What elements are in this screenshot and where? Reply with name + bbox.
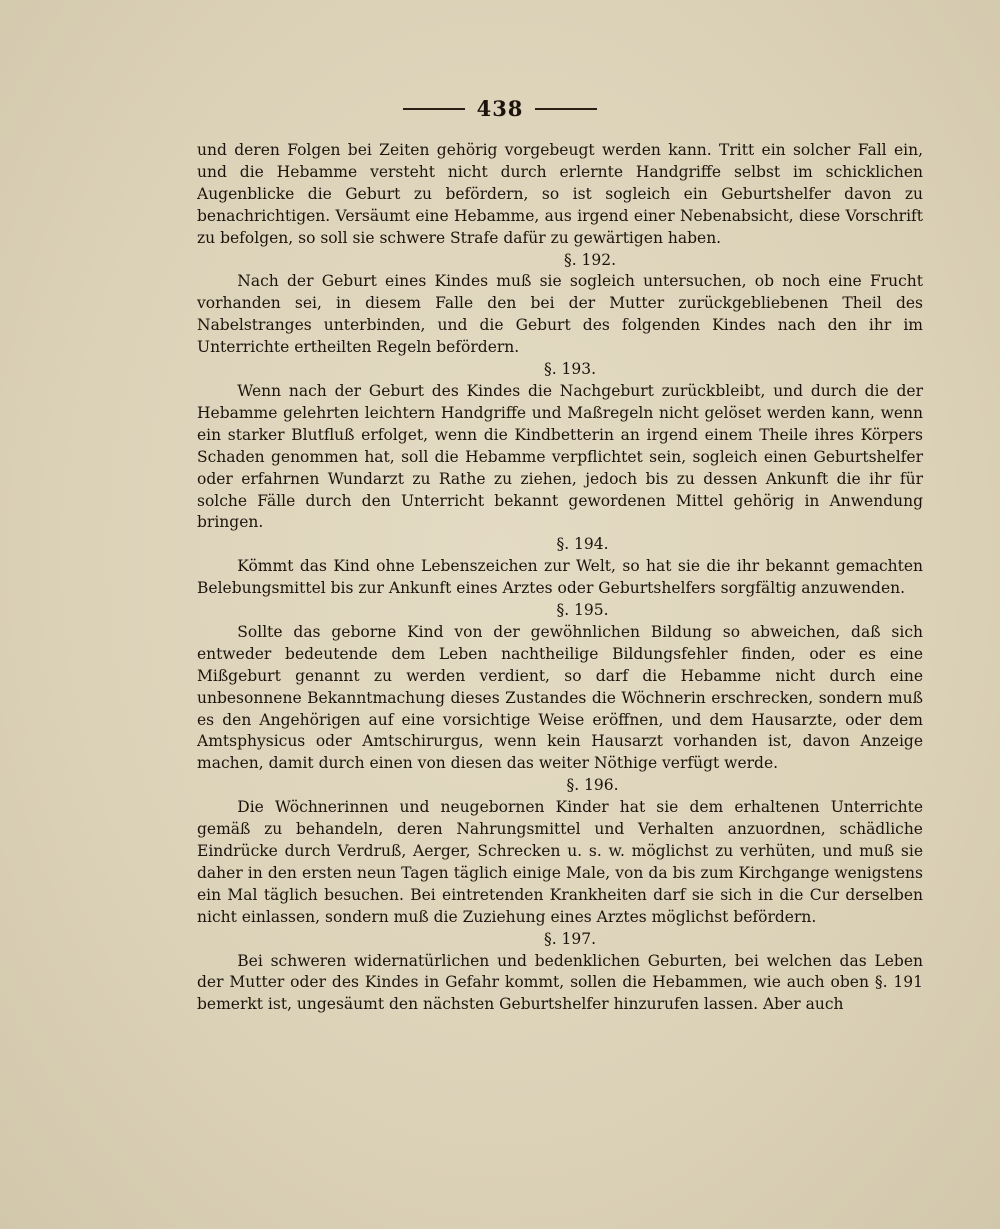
paragraph-193: Wenn nach der Geburt des Kindes die Nachgeburt zurückbleibt, und durch die der Hebamme gelehrten leichtern Handgriffe und Maßregeln nicht gelöset werden kann, wenn ein starker Blutfluß erfolget, wenn die Kindbetterin an irgend einem Theile ihres Körpers Schaden genommen hat, soll die Hebamme verpflichtet sein, sogleich einen Geburtshelfer oder erfahrnen Wundarzt zu Rathe zu ziehen, jedoch bis zu dessen Ankunft die ihr für solche Fälle durch den Unterricht bekannt gewordenen Mittel gehörig in Anwendung bringen. bbox=[197, 381, 923, 532]
section-heading-193: §. 193. bbox=[543, 360, 597, 379]
paragraph-195: Sollte das geborne Kind von der gewöhnlichen Bildung so abweichen, daß sich entweder bedeutende dem Leben nachtheilige Bildungsfehler finden, oder es eine Mißgeburt genannt zu werden verdient, so darf die Hebamme nicht durch eine unbesonnene Bekanntmachung dieses Zustandes die Wöchnerin erschrecken, sondern muß es den Angehörigen auf eine vorsichtige Weise eröffnen, und dem Hausarzte, oder dem Amtsphysicus oder Amtschirurgus, wenn kein Hausarzt vorhanden ist, davon Anzeige machen, damit durch einen von diesen das weiter Nöthige verfügt werde. bbox=[197, 622, 923, 773]
paragraph-197: Bei schweren widernatürlichen und bedenklichen Geburten, bei welchen das Leben der Mutter oder des Kindes in Gefahr kommt, sollen die Hebammen, wie auch oben §. 191 bemerkt ist, ungesäumt den nächsten Geburtshelfer hinzurufen lassen. Aber auch bbox=[197, 951, 923, 1014]
section-heading-195: §. 195. bbox=[556, 601, 609, 620]
right-rule bbox=[535, 108, 597, 110]
paragraph-192: Nach der Geburt eines Kindes muß sie sogleich untersuchen, ob noch eine Frucht vorhanden sei, in diesem Falle den bei der Mutter zurückgebliebenen Theil des Nabelstranges unterbinden, und die Geburt des folgenden Kindes nach den ihr im Unterrichte ertheilten Regeln befördern. bbox=[197, 272, 923, 357]
body-text bbox=[197, 140, 923, 1016]
section-heading-194: §. 194. bbox=[556, 535, 609, 554]
paragraph-194: Kömmt das Kind ohne Lebenszeichen zur Welt, so hat sie die ihr bekannt gemachten Belebungsmittel bis zur Ankunft eines Arztes oder Geburtshelfers sorgfältig anzuwenden. bbox=[197, 557, 923, 598]
page-number: 438 bbox=[476, 96, 524, 121]
paragraph-196: Die Wöchnerinnen und neugebornen Kinder hat sie dem erhaltenen Unterrichte gemäß zu behandeln, deren Nahrungsmittel und Verhalten anzuordnen, schädliche Eindrücke durch Verdruß, Aerger, Schrecken u. s. w. möglichst zu verhüten, und muß sie daher in den ersten neun Tagen täglich einige Male, von da bis zum Kirchgange wenigstens ein Mal täglich besuchen. Bei eintretenden Krankheiten darf sie sich in die Cur derselben nicht einlassen, sondern muß die Zuziehung eines Arztes möglichst befördern. bbox=[197, 798, 923, 926]
section-heading-196: §. 196. bbox=[566, 776, 619, 795]
page-header bbox=[0, 96, 1000, 121]
left-rule bbox=[403, 108, 465, 110]
paragraph-continued: und deren Folgen bei Zeiten gehörig vorgebeugt werden kann. Tritt ein solcher Fall ein, und die Hebamme versteht nicht durch erlernte Handgriffe selbst im schicklichen Augenblicke die Geburt zu befördern, so ist sogleich ein Geburtshelfer davon zu benachrichtigen. Versäumt eine Hebamme, aus irgend einer Nebenabsicht, diese Vorschrift zu befolgen, so soll sie schwere Strafe dafür zu gewärtigen haben. bbox=[197, 141, 923, 247]
section-heading-192: §. 192. bbox=[563, 250, 617, 269]
section-heading-197: §. 197. bbox=[543, 929, 597, 948]
